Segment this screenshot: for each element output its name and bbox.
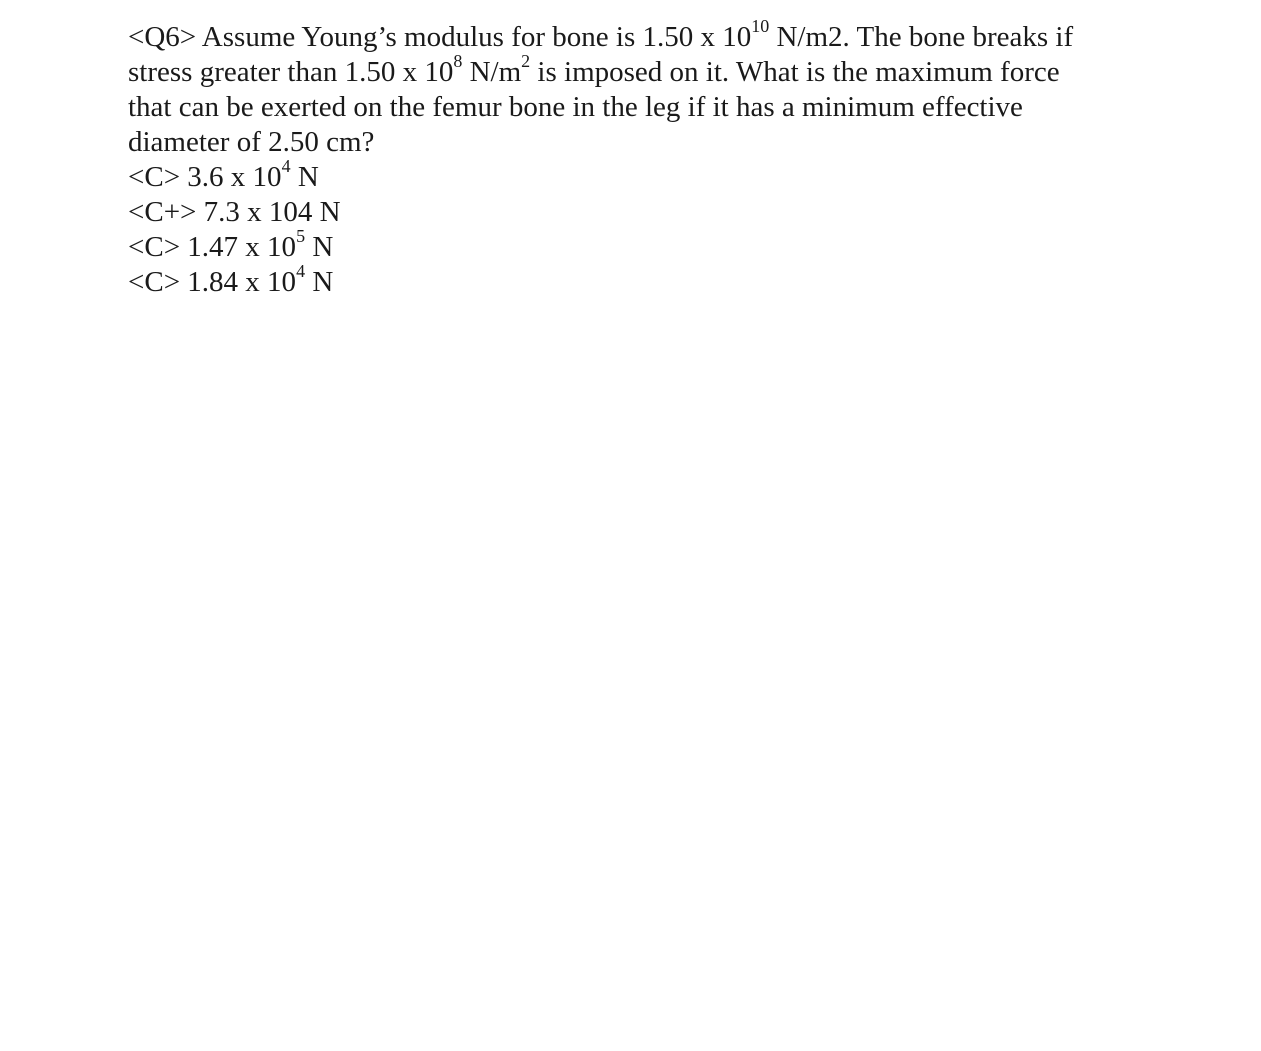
answer-choice-3 xyxy=(128,226,1238,265)
answer-choice-1 xyxy=(128,156,1238,195)
question-text: stress greater than 1.50 x 10 xyxy=(128,56,454,88)
answer-choice-4 xyxy=(128,261,1238,300)
choice-text: N xyxy=(305,231,334,263)
choice-text: N xyxy=(290,161,319,193)
question-text: <Q6> Assume Young’s modulus for bone is 1.50 x 10 xyxy=(128,21,752,53)
choice-text: <C> 3.6 x 10 xyxy=(128,161,282,193)
question-line-3: that can be exerted on the femur bone in the leg if it has a minimum effective xyxy=(128,91,1023,123)
question-text: N/m2. The bone breaks if xyxy=(769,21,1074,53)
exponent: 4 xyxy=(296,261,306,282)
exponent: 8 xyxy=(453,51,463,72)
choice-text: <C> 1.47 x 10 xyxy=(128,231,297,263)
question-text: N/m xyxy=(462,56,522,88)
choice-text: <C> 1.84 x 10 xyxy=(128,266,297,298)
exponent: 5 xyxy=(296,226,306,247)
answer-choice-2-correct: <C+> 7.3 x 104 N xyxy=(128,196,341,228)
exponent: 4 xyxy=(281,156,291,177)
question-line-1 xyxy=(128,16,1238,55)
exponent: 10 xyxy=(751,16,770,37)
question-text: is imposed on it. What is the maximum force xyxy=(530,56,1060,88)
exponent: 2 xyxy=(521,51,531,72)
question-block xyxy=(128,16,1238,300)
choice-text: N xyxy=(305,266,334,298)
question-line-4: diameter of 2.50 cm? xyxy=(128,126,375,158)
question-line-2 xyxy=(128,51,1238,90)
